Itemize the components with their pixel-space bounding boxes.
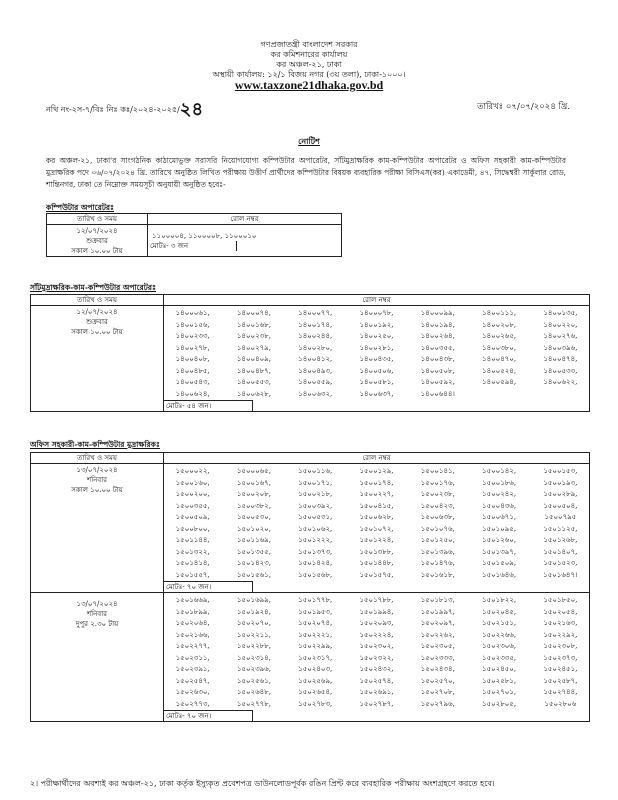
- roll-number: ১৫০১৯৯৭,: [420, 607, 455, 616]
- roll-number: ১৪০০৫৩৩,: [543, 366, 578, 375]
- roll-number: ১৫০২৩৭৩,: [543, 653, 578, 662]
- roll-number: ১৫০১২২৪,: [359, 536, 394, 544]
- roll-number: ১৪০০০৭৮,: [359, 309, 394, 317]
- roll-number: ১৪০০২৩৩,: [175, 332, 210, 340]
- roll-number: ১৪০০৫৯২,: [420, 378, 455, 386]
- roll-number: ১৫০১২৫০,: [420, 536, 455, 544]
- roll-number: ১৫০২০৭৪,: [298, 619, 333, 627]
- exam-day: শনিবার: [86, 476, 108, 484]
- roll-number: ১৫০০১৭৪,: [359, 478, 394, 487]
- letterhead: [0, 40, 618, 90]
- roll-number: ১৫০২৫৬৯,: [298, 676, 333, 685]
- roll-number: ১৫০২৩০৮,: [543, 642, 578, 650]
- schedule-table-steno-operator: [30, 294, 590, 412]
- roll-number: ১৫০০১৭১,: [298, 478, 333, 487]
- roll-number: ১৫০১৫৫৭,: [175, 570, 210, 579]
- column-header-roll: রোল নম্বর: [164, 295, 590, 306]
- roll-number: ১৫০১৪১৪,: [175, 559, 210, 567]
- roll-grid: [164, 308, 589, 400]
- roll-number: ১৪০০৫৯৪,: [482, 378, 517, 386]
- roll-number: ১৪০০৪৮৭,: [236, 366, 271, 375]
- roll-number: ১৫০২৬৪৮,: [236, 688, 271, 696]
- roll-number: ১৫০০৩৯২,: [298, 501, 333, 510]
- roll-number: ১৪০০০৬১,: [175, 309, 210, 317]
- roll-number: ১৫০২২৯৯,: [298, 642, 333, 650]
- roll-number: ১৫০২৩১৪,: [236, 653, 271, 662]
- roll-number: ১৫০২৫৮১,: [482, 676, 517, 685]
- roll-number: ১৫০০২১৮,: [298, 490, 333, 498]
- roll-number: ১৫০২০৬৪,: [175, 619, 210, 627]
- roll-number: ১৫০১৯২৪,: [236, 607, 271, 616]
- roll-number: ১৫০১৬৪৭।: [543, 570, 578, 579]
- roll-number: ১৫০০১১৬,: [298, 467, 333, 475]
- roll-number: ১৫০২৮০৬: [544, 699, 577, 708]
- roll-number: ১৫০১১২৫,: [543, 524, 578, 533]
- roll-number: ১৫০১০৬২,: [298, 524, 333, 533]
- column-header-date: তারিখ ও সময়: [31, 453, 164, 464]
- roll-number: ১৫০২৬৫৪,: [298, 688, 333, 696]
- roll-number: ১৪০০৪৯৩,: [298, 366, 333, 375]
- roll-number: ১৫০১৪২৪,: [298, 559, 333, 567]
- roll-number: ১৫০০৪১৫,: [359, 501, 394, 510]
- roll-number: ১৪০০১৯২,: [359, 320, 394, 329]
- roll-number: ১৫০২৭৭৩,: [175, 699, 210, 708]
- roll-number: ১৫০১৮৯৯,: [175, 607, 210, 616]
- roll-number: ১৫০১৯৯৪,: [359, 607, 394, 616]
- roll-number: ১৫০২০৭০,: [236, 619, 271, 627]
- column-header-date: তারিখ ও সময়: [31, 295, 164, 306]
- roll-number: ১৪০০১১১,: [482, 309, 517, 317]
- roll-number: ১৫০২৭০১,: [482, 688, 517, 696]
- roll-number: ১৫০০৪৩৬,: [482, 501, 517, 510]
- roll-number: ১৫০০১৬৭,: [236, 478, 271, 487]
- roll-number: ১৫০১৩৫৫,: [236, 547, 271, 556]
- roll-number: ১৪০০৫০৬,: [359, 366, 394, 375]
- letterhead-govt: গণপ্রজাতন্ত্রী বাংলাদেশ সরকার: [260, 40, 358, 49]
- roll-number: ১৪০০৪৩৫,: [359, 355, 394, 363]
- exam-date: ১৩/০৭/২০২৪: [76, 466, 118, 474]
- roll-cell: [164, 306, 590, 412]
- roll-number: ১৫০১৫৬১,: [236, 570, 271, 579]
- roll-number: ১৫০২০৫৪,: [543, 607, 578, 616]
- roll-number: ১৪০০২৪৪,: [298, 332, 333, 340]
- exam-day: শুক্রবার: [86, 237, 108, 245]
- roll-number: ১৪০০৪০৯,: [236, 355, 271, 363]
- date-cell-morning: [31, 464, 164, 593]
- roll-number: ১৪০০২৭৮,: [175, 343, 210, 352]
- roll-number: ১৫০০৭৯৫: [544, 513, 577, 521]
- roll-number: ১৫০১৪২৩,: [236, 559, 271, 567]
- roll-number: ১৫০১৪৪৮,: [359, 559, 394, 567]
- roll-number: ১৪০০৫৫৩,: [236, 378, 271, 386]
- roll-number: ১৫০১৫২৩,: [543, 559, 578, 567]
- roll-number: ১৫০২৩৯১,: [175, 665, 210, 673]
- exam-date: ১৩/০৭/২০২৪: [76, 600, 118, 608]
- roll-number: ১৫০০৮০০,: [175, 524, 210, 533]
- roll-number: ১৫০২৭০৮,: [420, 688, 455, 696]
- schedule-table-computer-operator: [46, 213, 342, 257]
- roll-number: ১৫০২৫৭৪,: [359, 676, 394, 685]
- roll-number: ১৫০২৭৪৪,: [543, 688, 578, 696]
- roll-number: ১৫০০৬৩৮,: [420, 513, 455, 521]
- roll-number: ১৪০০০৭৭,: [298, 309, 333, 317]
- roll-number: ১৫০১০৭৬,: [420, 524, 455, 533]
- roll-number: ১৫০১১৬৯,: [236, 536, 271, 544]
- roll-number: ১৪০০৪৭০,: [482, 355, 517, 363]
- roll-number: ১৫০১১৪৪,: [175, 536, 210, 544]
- roll-number: ১৪০০১৯৪,: [420, 320, 455, 329]
- roll-number: ১৫০২৩১৭,: [298, 653, 333, 662]
- exam-time: সকাল ১০.০০ টায়: [71, 486, 123, 494]
- roll-number: ১৫০২৩৩৩,: [420, 653, 455, 662]
- roll-number: ১৫০২২৮৮,: [236, 642, 271, 650]
- roll-number: ১৫০১৩২২,: [175, 547, 210, 556]
- roll-number: ১৫০২০৯৩,: [359, 619, 394, 627]
- total-count: মোটঃ- ৫৪ জন।: [164, 400, 253, 411]
- roll-number: ১৫০২৩২২,: [359, 653, 394, 662]
- roll-number: ১৪০০২০৮,: [482, 320, 517, 329]
- roll-number: ১৫০১৩৯৬,: [420, 547, 455, 556]
- roll-number: ১৫০২৭৮৩,: [298, 699, 333, 708]
- roll-number: ১৫০২২৭৭,: [175, 642, 210, 650]
- roll-number: ১৫০২৩১১,: [175, 653, 210, 662]
- roll-number: ১৪০০২৮০,: [298, 343, 333, 352]
- roll-number: ১৪০০৫৪৩,: [175, 378, 210, 386]
- roll-number: ১৫০১৪০৭,: [543, 547, 578, 556]
- roll-number: ১৫০২৩০২,: [359, 642, 394, 650]
- roll-number: ১৫০০৬২৮,: [359, 513, 394, 521]
- roll-number: ১৪০০৪৭৪,: [543, 355, 578, 363]
- roll-number: ১৫০০২০০,: [175, 490, 210, 498]
- letterhead-office: কর কমিশনারের কার্যালয়: [270, 50, 348, 59]
- section-title-office-assistant: অফিস সহকারী-কাম-কম্পিউটার মুদ্রাক্ষরিকঃ: [30, 440, 160, 449]
- roll-cell-morning: [164, 464, 590, 593]
- roll-number: ১৫০২৭৮৭,: [359, 699, 394, 708]
- date-cell-afternoon: [31, 593, 164, 722]
- roll-number: ১৫০২২৬৬,: [482, 630, 517, 639]
- roll-number: ১৫০০১৮৬,: [482, 478, 517, 487]
- roll-number: ১৫০২৩৩৫,: [482, 653, 517, 662]
- roll-cell: [148, 225, 342, 257]
- roll-number: ১৫০০২৮৯,: [543, 490, 578, 498]
- roll-number: ১৫০২১৬৩,: [543, 619, 578, 627]
- roll-number: ১৪০০৪১২,: [298, 355, 333, 363]
- roll-number: ১৪০০১৫৬,: [175, 320, 210, 329]
- roll-number: ১৫০১৩৯৭,: [482, 547, 517, 556]
- roll-number: ১৫০২৭৯৬,: [420, 699, 455, 708]
- roll-number: ১৪০০০৯৯,: [420, 309, 455, 317]
- total-count: মোটঃ- ৩ জন: [148, 241, 237, 251]
- schedule-table-office-assistant: [30, 452, 590, 722]
- roll-number: ১৫০০২০৮,: [236, 490, 271, 498]
- roll-number: ১৫০০৩৫৫,: [175, 501, 210, 510]
- roll-number: ১৫০২৩৯৬,: [236, 665, 271, 673]
- roll-number: ১৪০০২২০,: [543, 320, 578, 329]
- roll-number: ১৫০১০৭২,: [359, 524, 394, 533]
- roll-number: ১৫০১৬৯৯,: [236, 596, 271, 604]
- roll-grid: [164, 595, 589, 710]
- roll-number: ১৪০০৩৯৬,: [543, 343, 578, 352]
- exam-time: সকাল ১০.০০ টায়: [71, 247, 123, 255]
- roll-number: ১৪০০১৬৮,: [236, 320, 271, 329]
- roll-number: ১৫০১৬৬৯,: [175, 596, 210, 604]
- date-cell: [47, 225, 148, 257]
- roll-number: ১৫০০১৭৬,: [420, 478, 455, 487]
- roll-number: ১৪০০০৭৪,: [236, 309, 271, 317]
- exam-date: ১২/০৭/২০২৪: [76, 308, 118, 316]
- roll-number: ১৫০০১৫৩,: [543, 467, 578, 475]
- roll-number: ১৫০২০৪৫,: [482, 607, 517, 616]
- reference-prefix: নথি নং-২স-৭/বিঃ নিঃ কঃ/২০২৪-২০২৫/: [46, 105, 180, 114]
- roll-number: ১৫০১৬৪৬,: [482, 570, 517, 579]
- roll-number: ১৪০০২৮১,: [359, 343, 394, 352]
- roll-number: ১৫০১৮১৩,: [420, 596, 455, 604]
- roll-number: ১৫০১০২০,: [236, 524, 271, 533]
- roll-number: ১৫০০৬৭১,: [482, 513, 517, 521]
- total-count: মোটঃ- ৭০ জন।: [164, 581, 253, 592]
- column-header-date: তারিখ ও সময়: [47, 214, 148, 225]
- roll-number: ১৫০০১৪১,: [420, 467, 455, 475]
- roll-number: ১৪০০৬৩২,: [298, 389, 333, 398]
- roll-number: ১৫০০২৩৮,: [420, 490, 455, 498]
- roll-number: ১৪০০২৭৯,: [236, 343, 271, 352]
- roll-number: ১৫০২২২১,: [298, 630, 333, 639]
- roll-number: ১৪০০৫৮১,: [359, 378, 394, 386]
- column-header-roll: রোল নম্বর: [148, 214, 342, 225]
- date-cell: [31, 306, 164, 412]
- roll-number: ১৫০১৩৭৩,: [298, 547, 333, 556]
- roll-number: ১৪০০২৩৮,: [236, 332, 271, 340]
- roll-number: ১৫০২৬৩০,: [175, 688, 210, 696]
- roll-number: ১৫০১৫০৯,: [482, 559, 517, 567]
- exam-day: শুক্রবার: [86, 318, 108, 326]
- roll-number: ১৫০০৫০৯,: [175, 513, 210, 521]
- roll-number: ১৫০২৩০৫,: [420, 642, 455, 650]
- roll-number: ১৫০২২৯২,: [543, 630, 578, 639]
- roll-number: ১৫০১৬১৮,: [420, 570, 455, 579]
- roll-number: ১৫০০১৪২,: [482, 467, 517, 475]
- roll-number: ১৫০১৮২২,: [482, 596, 517, 604]
- roll-number: ১৫০১২২২,: [298, 536, 333, 544]
- roll-number: ১৪০০২৫০,: [359, 332, 394, 340]
- roll-number: ১৫০১৫৭৫,: [359, 570, 394, 579]
- exam-time: দুপুর ২.৩০ টায়: [75, 620, 119, 628]
- roll-number: ১৫০২৭৭৮,: [236, 699, 271, 708]
- notice-title: নোটিশ: [298, 136, 320, 146]
- roll-number: ১৪০০৪৩৮,: [420, 355, 455, 363]
- website-link[interactable]: www.taxzone21dhaka.gov.bd: [234, 78, 384, 92]
- roll-number: ১৫০২৮০৫,: [482, 699, 517, 708]
- exam-time: সকাল ১০.০০ টায়: [71, 328, 123, 336]
- roll-number: ১৪০০৩৫৫,: [420, 343, 455, 352]
- roll-number: ১৫০২৫৮৭,: [543, 676, 578, 685]
- notice-paragraph: কর অঞ্চল-২১, ঢাকা'র সাংগঠনিক কাঠামোভুক্ত সরাসরি নিয়োগযোগ্য কম্পিউটার অপারেটর, সাঁটমুদ্রাক্ষরিক কাম-কম্পিউটার অপারেটর ও অফিস সহকারী কাম-কম্পিউটার মুদ্রাক্ষরিক পদে ০৬/০৭/২০২৪ খ্রি. তারিখে অনুষ্ঠিত লিখিত পরীক্ষায় উত্তীর্ণ প্রার্থীদের কম্পিউটার বিষয়ক ব্যবহারিক পরীক্ষা বিসিএস(কর) একাডেমী, ৪৭, সিদ্ধেশ্বরী সার্কুলার রোড, শান্তিনগর, ঢাকা তে নিম্নোক্ত সময়সূচী অনুযায়ী অনুষ্ঠিত হবেঃ-: [46, 156, 566, 189]
- roll-number: ১৪০০৬২২,: [543, 378, 578, 386]
- roll-number: ১৫০১৫৬৮,: [298, 570, 333, 579]
- roll-number: ১৫০২৫৪৭,: [175, 676, 210, 685]
- roll-number: ১৫০২২৬২,: [420, 630, 455, 639]
- total-count: মোটঃ- ৭০ জন।: [164, 710, 253, 721]
- roll-number: ১৫০১০৯৫,: [482, 524, 517, 533]
- section-title-computer-operator: কম্পিউটার অপারেটরঃ: [46, 203, 115, 212]
- roll-number: ১৫০০০৬৫,: [236, 467, 271, 475]
- roll-number: ১৫০২১৬৬,: [175, 630, 210, 639]
- roll-grid: [164, 466, 589, 581]
- roll-number: ১৫০১৮৫০,: [543, 596, 578, 604]
- roll-number: ১৫০০৫৩০,: [236, 513, 271, 521]
- roll-number: ১৫০২৫৭০,: [420, 676, 455, 685]
- roll-number: ১৫০২০৯৭,: [420, 619, 455, 627]
- roll-number: ১৫০২৪৫১,: [543, 665, 578, 673]
- roll-number: ১৫০২৪৩৪,: [420, 665, 455, 673]
- roll-number: ১৪০০৬২৪,: [175, 389, 210, 398]
- roll-number: ১৪০০২৬৫,: [482, 332, 517, 340]
- roll-number: ১৫০০৫০৪,: [543, 501, 578, 510]
- roll-number: ১৪০০৩৮০,: [482, 343, 517, 352]
- roll-number: ১৫০০২৪২,: [482, 490, 517, 498]
- roll-number: ১৫০১৯৫৩,: [298, 607, 333, 616]
- exam-date: ১২/০৭/২০২৪: [76, 227, 118, 235]
- roll-number: ১৪০০১৩৫,: [543, 309, 578, 317]
- roll-number: ১৪০০২৭৬,: [543, 332, 578, 340]
- roll-number: ১৫০২২১১,: [236, 630, 271, 639]
- roll-number: ১৪০০১৭৪,: [298, 320, 333, 329]
- roll-number: ১৫০২৪৫০,: [482, 665, 517, 673]
- letterhead-zone: কর অঞ্চল-২১, ঢাকা: [276, 60, 342, 69]
- roll-number: ১৫০০৪২৩,: [420, 501, 455, 510]
- exam-day: শনিবার: [86, 610, 108, 618]
- roll-list: ১১০০০০৪, ১১০০০০৮, ১১০০০১০: [152, 232, 257, 240]
- section-title-steno-operator: সাঁটমুদ্রাক্ষরিক-কাম-কম্পিউটার অপারেটরঃ: [30, 283, 156, 292]
- roll-number: ১৫০১৭৮৮,: [359, 596, 394, 604]
- roll-number: ১৪০০৬৩৭,: [359, 389, 394, 398]
- roll-number: ১৫০০১৬০,: [175, 478, 210, 487]
- roll-number: ১৫০১৪৭৬,: [420, 559, 455, 567]
- roll-number: ১৫০২৩০৬,: [482, 642, 517, 650]
- roll-number: ১৫০১৭৭৮,: [298, 596, 333, 604]
- roll-number: ১৫০১৩৮৮,: [359, 547, 394, 556]
- column-header-roll: রোল নম্বর: [164, 453, 590, 464]
- roll-number: ১৫০০৩৮২,: [236, 501, 271, 510]
- roll-number: ১৫০২২২৪,: [359, 630, 394, 639]
- roll-number: ১৫০০২২৭,: [359, 490, 394, 498]
- footer-instruction: ২। পরীক্ষার্থীদের অবশ্যই কর অঞ্চল-২১, ঢাকা কর্তৃক ইস্যুকৃত প্রবেশপত্র ডাউনলোডপূর্বক রঙিন প্রিন্ট করে ব্যবহারিক পরীক্ষায় অংশগ্রহণে করতে হবে।: [30, 779, 495, 788]
- reference-handwritten-number: ২৪: [179, 99, 204, 119]
- roll-number: ১৫০০০২২,: [175, 467, 210, 475]
- reference-number: [46, 95, 203, 126]
- roll-number: ১৫০২৪৩২,: [359, 665, 394, 673]
- notice-date: তারিখঃ ০৭/০৭/২০২৪ খ্রি.: [477, 102, 570, 112]
- roll-number: ১৪০০৫০৮,: [420, 366, 455, 375]
- roll-number: ১৫০১২৬৮,: [543, 536, 578, 544]
- roll-number: ১৫০০১৯৩,: [543, 478, 578, 487]
- roll-number: ১৫০০১২৯,: [359, 467, 394, 475]
- roll-number: ১৪০০৫৫৯,: [298, 378, 333, 386]
- roll-number: ১৪০০৪৮৫,: [175, 366, 210, 375]
- roll-cell-afternoon: [164, 593, 590, 722]
- roll-number: ১৫০১২৬০,: [482, 536, 517, 544]
- roll-number: ১৫০২৫৬১,: [236, 676, 271, 685]
- roll-number: ১৪০০৬২৮,: [236, 389, 271, 398]
- roll-number: ১৫০২৪০৩,: [298, 665, 333, 673]
- roll-number: ১৪০০৫২৪,: [482, 366, 517, 375]
- letterhead-address: অস্থায়ী কার্যালয়: ১২/১ বিজয় নগর (৩য় তলা), ঢাকা-১০০০।: [212, 70, 406, 79]
- roll-number: ১৪০০২৬৪,: [420, 332, 455, 340]
- roll-number: ১৪০০৪০৮,: [175, 355, 210, 363]
- roll-number: ১৫০০৫৩১,: [298, 513, 333, 521]
- roll-number: ১৫০২১৫১,: [482, 619, 517, 627]
- roll-number: ১৪০০৬৪৪।: [420, 389, 455, 398]
- roll-number: ১৫০২৬৯১,: [359, 688, 394, 696]
